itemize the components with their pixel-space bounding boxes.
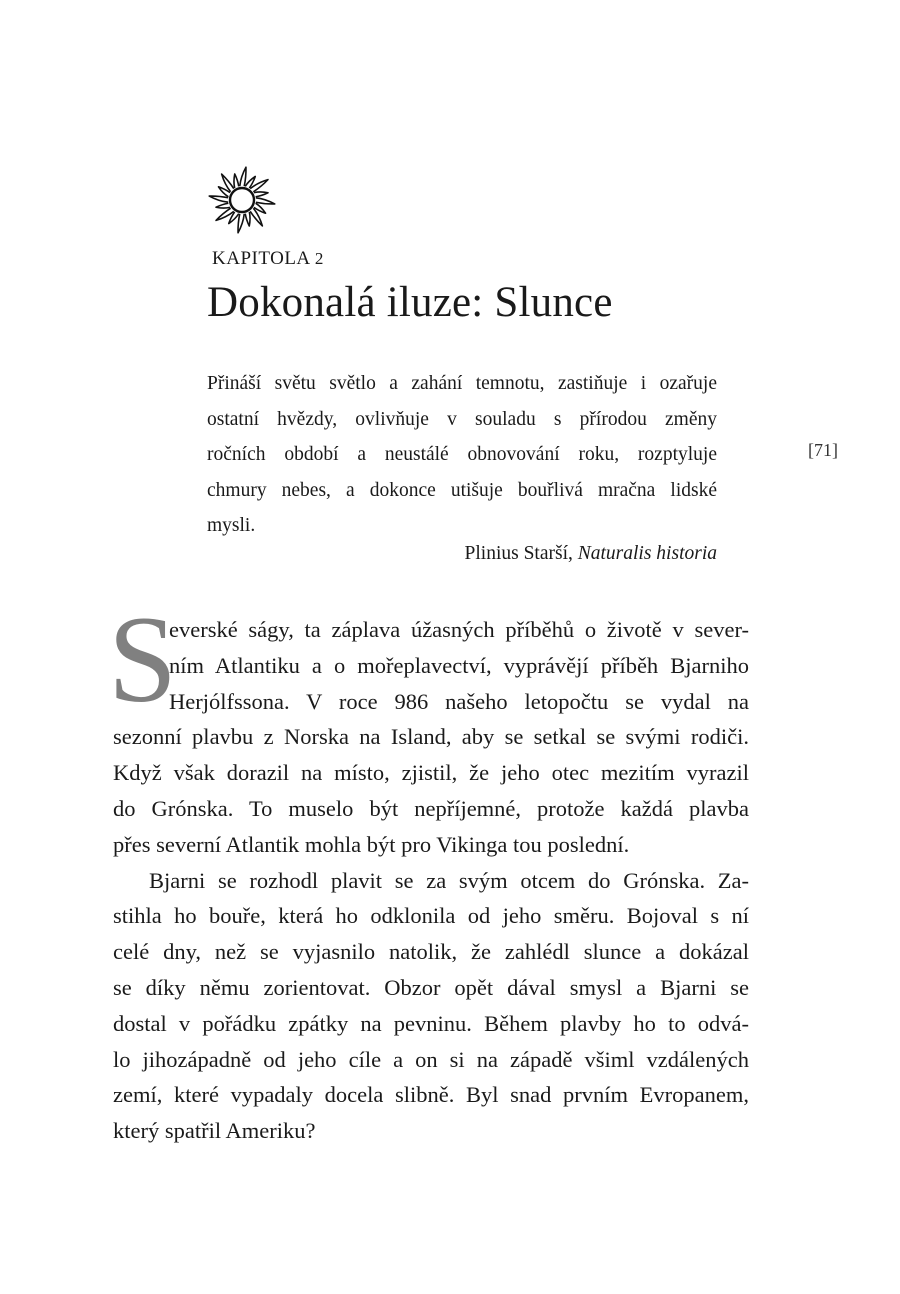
body-line: sezonní plavbu z Norska na Island, aby se setkal se svými rodiči. bbox=[113, 724, 749, 750]
epigraph-line: mysli. bbox=[207, 515, 256, 536]
sun-ray bbox=[234, 174, 239, 188]
sun-ray bbox=[209, 196, 228, 202]
body-line: přes severní Atlantik mohla být pro Vikinga tou poslední. bbox=[113, 831, 630, 857]
epigraph-line: ročních období a neustálé obnovování roku, rozptyluje bbox=[207, 444, 717, 465]
body-line: stihla ho bouře, která ho odklonila od jeho směru. Bojoval s ní bbox=[113, 903, 749, 929]
body-line: do Grónska. To muselo být nepříjemné, protože každá plavba bbox=[113, 795, 749, 821]
sun-ray bbox=[240, 167, 246, 186]
epigraph-line: Přináší světu světlo a zahání temnotu, zastiňuje i ozařuje bbox=[207, 373, 717, 394]
chapter-label-text: KAPITOLA bbox=[212, 248, 310, 269]
epigraph-attribution bbox=[465, 543, 717, 565]
body-line: se díky němu zorientovat. Obzor opět dával smysl a Bjarni se bbox=[113, 974, 749, 1000]
body-line: celé dny, než se vyjasnilo natolik, že zahlédl slunce a dokázal bbox=[113, 939, 749, 965]
epigraph-line: ostatní hvězdy, ovlivňuje v souladu s přírodou změny bbox=[207, 408, 717, 430]
epigraph bbox=[207, 366, 717, 544]
sun-ray bbox=[216, 203, 230, 208]
paragraph bbox=[113, 612, 749, 863]
margin-page-number: [71] bbox=[808, 440, 838, 460]
body-line: Bjarni se rozhodl plavit se za svým otcem do Grónska. Za- bbox=[149, 867, 749, 893]
sun-ray bbox=[245, 212, 250, 226]
chapter-label bbox=[212, 248, 324, 270]
chapter-number: 2 bbox=[314, 249, 324, 268]
attribution-author: Plinius Starší, bbox=[464, 543, 573, 564]
chapter-title: Dokonalá iluze: Slunce bbox=[207, 279, 613, 326]
sun-disc bbox=[230, 188, 254, 212]
body-line: který spatřil Ameriku? bbox=[113, 1118, 316, 1144]
body-line: zemí, které vypadaly docela slibně. Byl snad prvním Evropanem, bbox=[113, 1082, 749, 1108]
sun-ray bbox=[238, 214, 244, 233]
body-line: dostal v pořádku zpátky na pevninu. Během plavby ho to odvá- bbox=[113, 1010, 749, 1036]
body-line: ním Atlantiku a o mořeplavectví, vyprávějí příběh Bjarniho bbox=[169, 652, 749, 678]
paragraph bbox=[113, 863, 749, 1149]
body-line: Herjólfssona. V roce 986 našeho letopočtu se vydal na bbox=[169, 688, 749, 714]
body-line: everské ságy, ta záplava úžasných příběhů o životě v sever- bbox=[169, 617, 749, 642]
body-line: Když však dorazil na místo, zjistil, že jeho otec mezitím vyrazil bbox=[113, 760, 749, 786]
epigraph-line: chmury nebes, a dokonce utišuje bouřlivá mračna lidské bbox=[207, 479, 717, 501]
body-line: lo jihozápadně od jeho cíle a on si na západě všiml vzdálených bbox=[113, 1046, 749, 1072]
drop-cap: S bbox=[108, 591, 177, 728]
sun-icon bbox=[208, 166, 276, 234]
body-text bbox=[113, 612, 749, 1149]
sun-ray bbox=[254, 192, 268, 197]
attribution-work: Naturalis historia bbox=[577, 543, 717, 564]
sun-ray bbox=[256, 198, 275, 204]
